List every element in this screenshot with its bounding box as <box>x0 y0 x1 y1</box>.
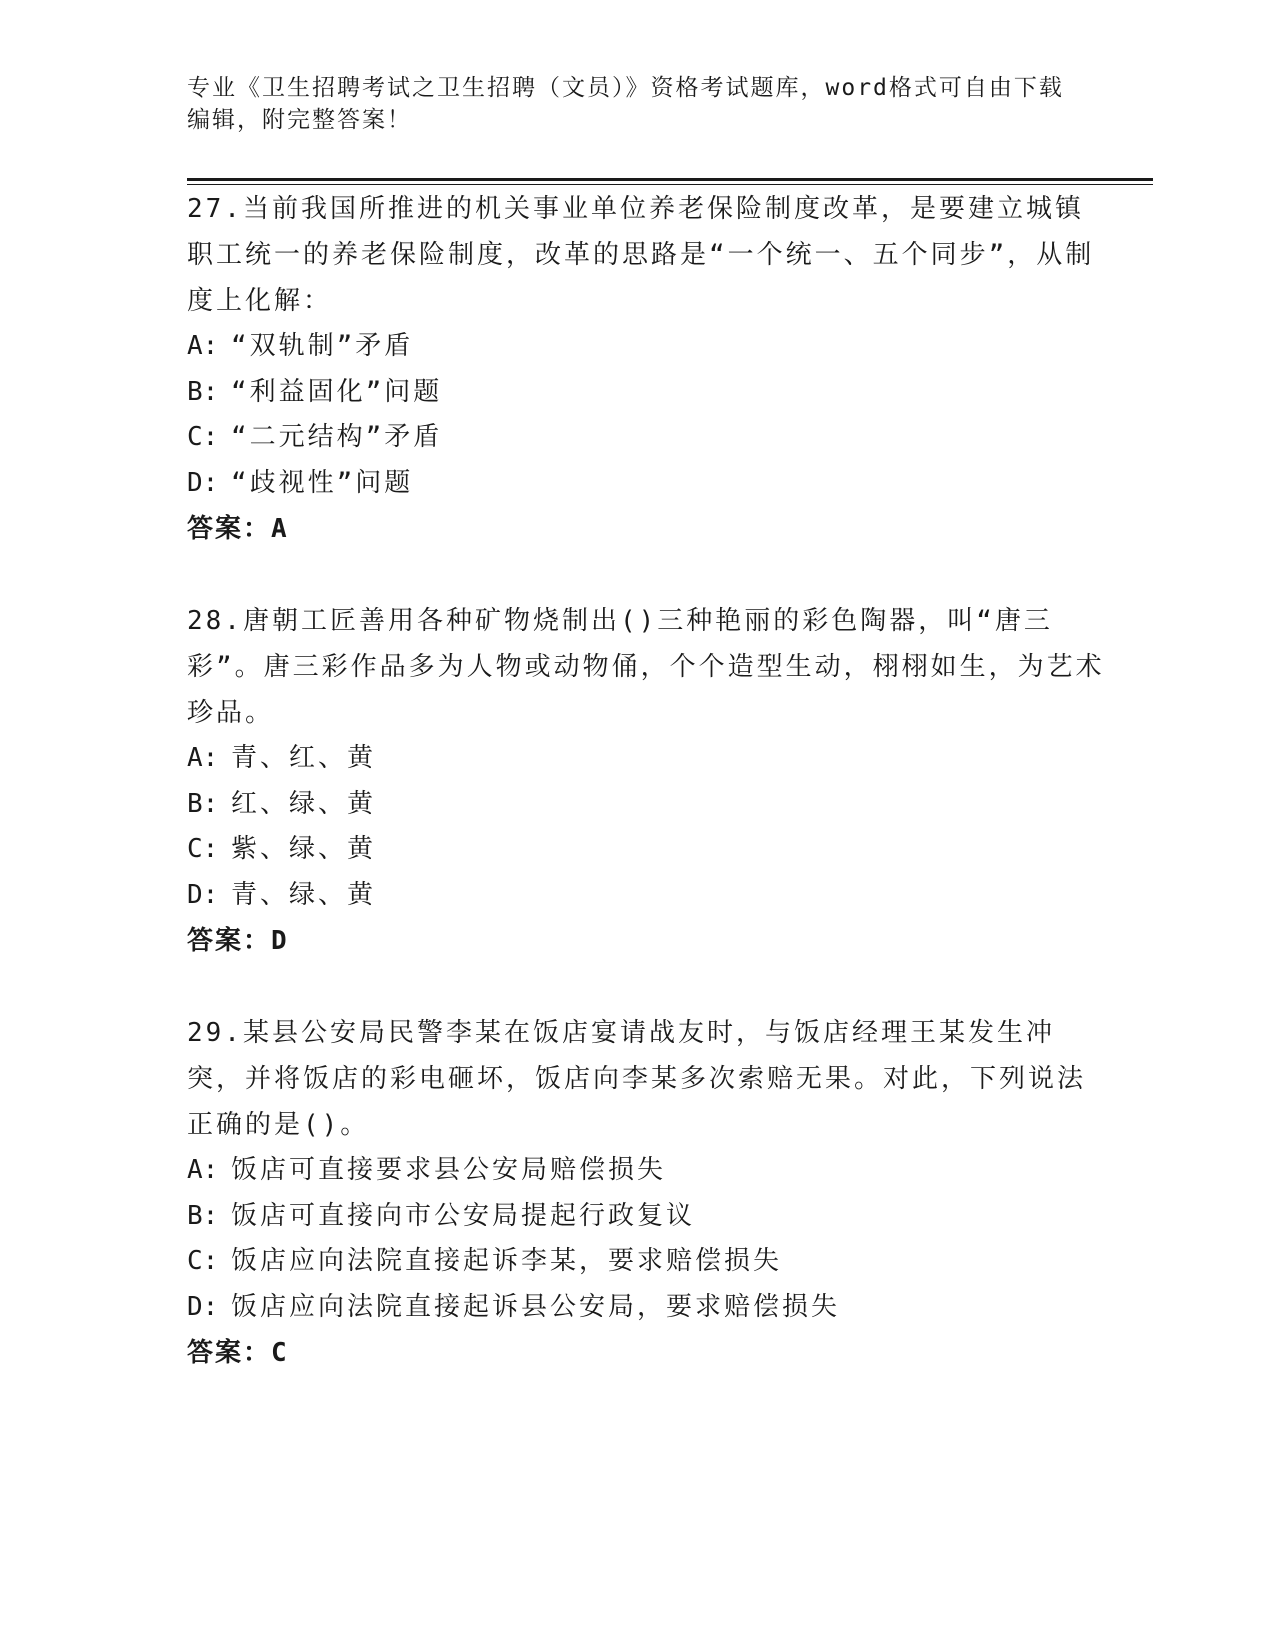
option-key: B: <box>187 376 219 407</box>
option-key: D: <box>187 1291 219 1322</box>
option-text: 饭店应向法院直接起诉县公安局，要求赔偿损失 <box>231 1291 841 1322</box>
option-a <box>187 736 1107 782</box>
option-text: 青、红、黄 <box>231 743 377 773</box>
option-key: C: <box>187 834 219 864</box>
option-text: “二元结构”矛盾 <box>231 422 443 452</box>
option-text: “双轨制”矛盾 <box>231 331 414 361</box>
option-d <box>187 1285 1107 1331</box>
option-text: 饭店可直接要求县公安局赔偿损失 <box>231 1155 667 1185</box>
option-key: A: <box>187 331 219 361</box>
question-stem: 29.某县公安局民警李某在饭店宴请战友时，与饭店经理王某发生冲突，并将饭店的彩电砸坏，饭店向李某多次索赔无果。对此，下列说法正确的是()。 <box>187 1018 1087 1140</box>
option-c <box>187 415 1107 461</box>
option-text: “利益固化”问题 <box>231 376 443 407</box>
answer-line: 答案：D <box>187 926 289 956</box>
option-key: D: <box>187 467 219 498</box>
answer-line: 答案：C <box>187 1338 289 1368</box>
question-27 <box>187 186 1107 552</box>
answer-line: 答案：A <box>187 514 289 544</box>
option-key: C: <box>187 1246 219 1276</box>
option-text: “歧视性”问题 <box>231 467 414 498</box>
question-29 <box>187 1010 1107 1376</box>
option-c <box>187 1239 1107 1285</box>
header-divider-thick <box>187 178 1153 181</box>
option-key: A: <box>187 1155 219 1185</box>
option-key: C: <box>187 422 219 452</box>
question-28 <box>187 598 1107 964</box>
question-stem: 28.唐朝工匠善用各种矿物烧制出()三种艳丽的彩色陶器，叫“唐三彩”。唐三彩作品多为人物或动物俑，个个造型生动，栩栩如生，为艺术珍品。 <box>187 606 1105 728</box>
document-header: 专业《卫生招聘考试之卫生招聘（文员）》资格考试题库，word格式可自由下载编辑，附完整答案！ <box>187 75 1064 133</box>
option-d <box>187 461 1107 507</box>
option-c <box>187 827 1107 873</box>
question-stem: 27.当前我国所推进的机关事业单位养老保险制度改革，是要建立城镇职工统一的养老保险制度，改革的思路是“一个统一、五个同步”，从制度上化解： <box>187 194 1095 316</box>
question-list <box>187 186 1107 1422</box>
option-text: 青、绿、黄 <box>231 879 377 910</box>
option-a <box>187 324 1107 370</box>
header-divider-thin <box>187 184 1153 185</box>
option-b <box>187 1194 1107 1240</box>
option-text: 饭店应向法院直接起诉李某，要求赔偿损失 <box>231 1246 783 1276</box>
option-a <box>187 1148 1107 1194</box>
option-key: A: <box>187 743 219 773</box>
option-b <box>187 782 1107 828</box>
option-text: 红、绿、黄 <box>231 788 377 819</box>
option-b <box>187 370 1107 416</box>
option-text: 紫、绿、黄 <box>231 834 377 864</box>
option-key: D: <box>187 879 219 910</box>
option-text: 饭店可直接向市公安局提起行政复议 <box>231 1200 696 1231</box>
option-key: B: <box>187 788 219 819</box>
option-key: B: <box>187 1200 219 1231</box>
option-d <box>187 873 1107 919</box>
